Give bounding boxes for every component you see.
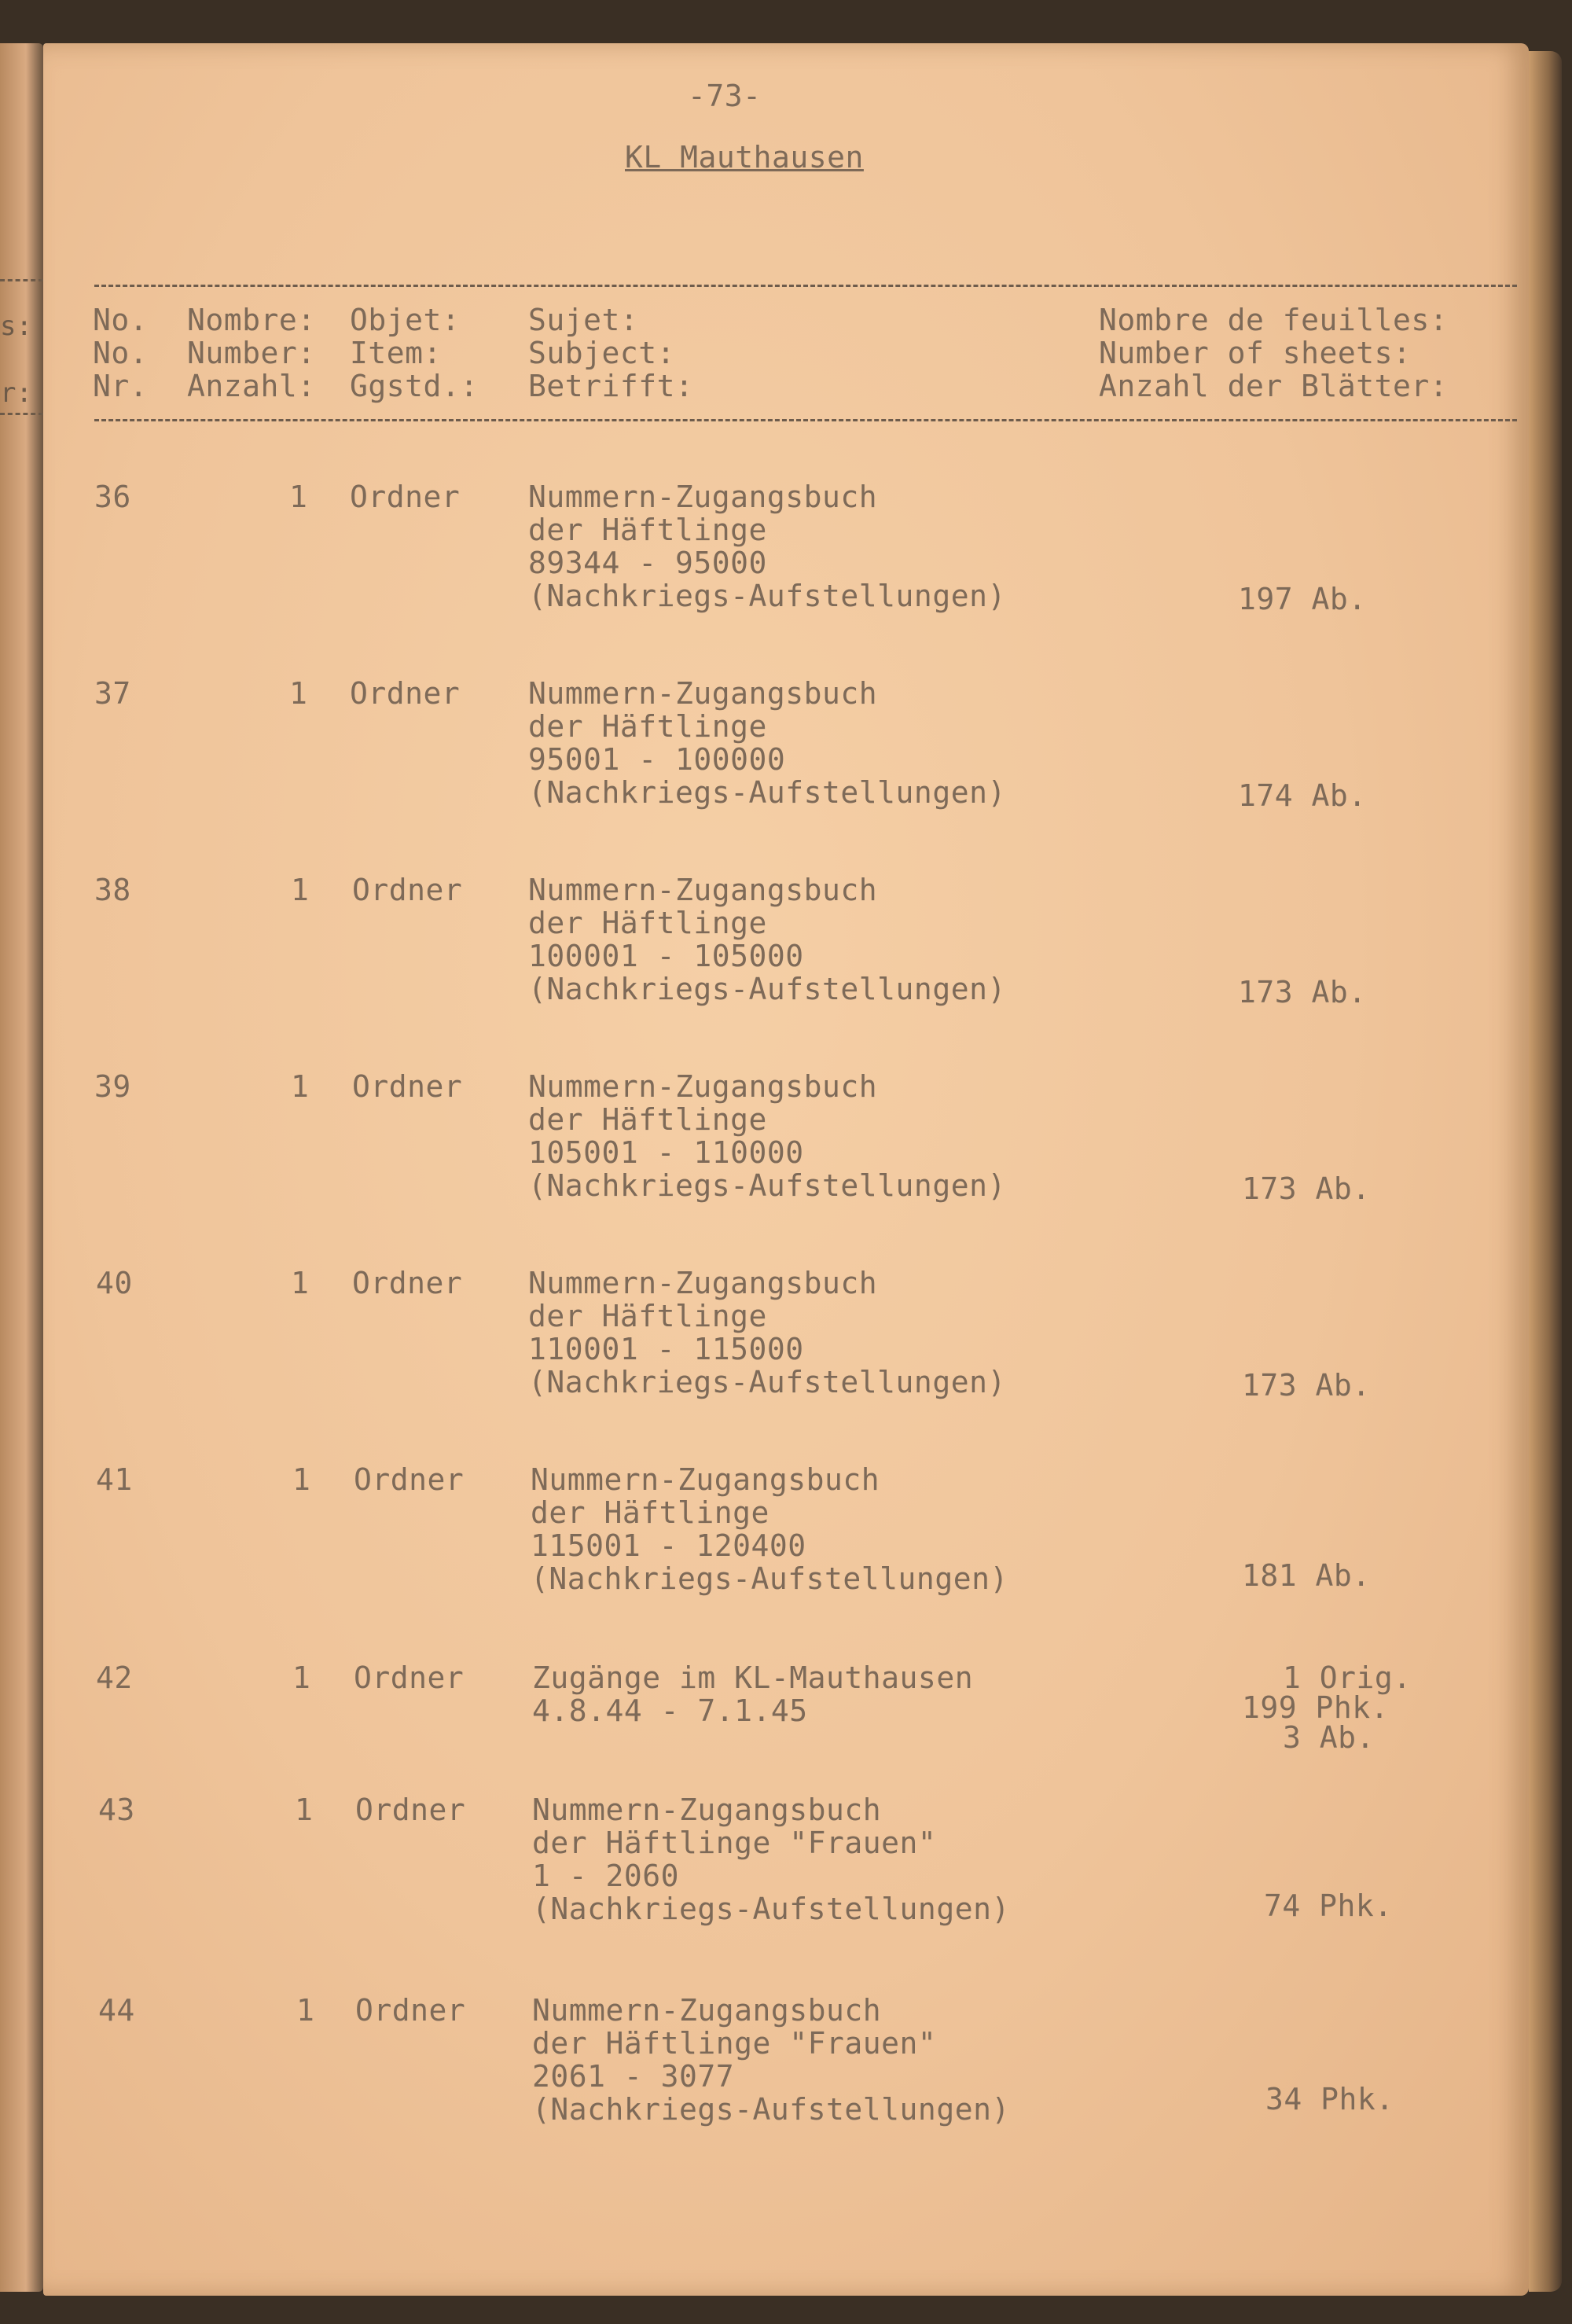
entry-sheets: 174 Ab. — [1238, 778, 1367, 813]
header-subject: Betrifft: — [528, 369, 694, 403]
header-number: Nombre: — [187, 303, 316, 337]
entry-subject-line: (Nachkriegs-Aufstellungen) — [528, 1168, 1006, 1203]
entry-sheets: 74 Phk. — [1264, 1888, 1393, 1923]
document-title: KL Mauthausen — [625, 140, 864, 175]
entry-subject-line: (Nachkriegs-Aufstellungen) — [532, 1892, 1010, 1926]
entry-count: 1 — [289, 676, 308, 711]
entry-item: Ordner — [352, 1069, 463, 1104]
entry-sheets: 1 Orig. — [1283, 1660, 1412, 1695]
header-top-rule — [94, 285, 1517, 287]
entry-subject-line: der Häftlinge — [531, 1495, 769, 1530]
entry-count: 1 — [292, 1462, 311, 1497]
entry-subject-line: Nummern-Zugangsbuch — [528, 480, 878, 514]
page-number: -73- — [688, 79, 762, 113]
header-bottom-rule — [94, 419, 1517, 421]
header-number: Anzahl: — [187, 369, 316, 403]
header-no: Nr. — [93, 369, 149, 403]
entry-subject-line: (Nachkriegs-Aufstellungen) — [528, 1365, 1006, 1399]
entry-sheets: 173 Ab. — [1242, 1171, 1371, 1206]
entry-subject-line: Nummern-Zugangsbuch — [528, 676, 878, 711]
entry-subject-line: der Häftlinge "Frauen" — [532, 2026, 937, 2061]
header-item: Ggstd.: — [350, 369, 479, 403]
entry-item: Ordner — [350, 676, 461, 711]
entry-subject-line: (Nachkriegs-Aufstellungen) — [532, 2092, 1010, 2127]
left-page-rule — [0, 279, 43, 281]
entry-subject-line: 115001 - 120400 — [531, 1528, 806, 1563]
entry-number: 43 — [98, 1793, 135, 1827]
entry-sheets: 173 Ab. — [1242, 1368, 1371, 1403]
entry-subject-line: Nummern-Zugangsbuch — [528, 873, 878, 907]
entry-number: 38 — [94, 873, 131, 907]
entry-number: 36 — [94, 480, 131, 514]
header-subject: Subject: — [528, 336, 676, 370]
header-sheets: Nombre de feuilles: — [1099, 303, 1449, 337]
entry-count: 1 — [292, 1660, 311, 1695]
entry-item: Ordner — [355, 1793, 466, 1827]
header-no: No. — [93, 303, 149, 337]
entry-count: 1 — [291, 1069, 310, 1104]
entry-number: 42 — [96, 1660, 133, 1695]
entry-sheets: 34 Phk. — [1265, 2082, 1394, 2116]
entry-subject-line: Nummern-Zugangsbuch — [528, 1069, 878, 1104]
entry-subject-line: 1 - 2060 — [532, 1859, 680, 1893]
page-stack-edge — [1529, 51, 1562, 2292]
entry-subject-line: der Häftlinge — [528, 1102, 767, 1137]
left-page-edge — [0, 43, 43, 2292]
entry-subject-line: Zugänge im KL-Mauthausen — [532, 1660, 974, 1695]
header-number: Number: — [187, 336, 316, 370]
entry-subject-line: 105001 - 110000 — [528, 1135, 804, 1170]
entry-sheets: 199 Phk. — [1242, 1690, 1390, 1725]
header-item: Objet: — [350, 303, 461, 337]
header-item: Item: — [350, 336, 442, 370]
left-page-rule — [0, 413, 43, 415]
entry-subject-line: (Nachkriegs-Aufstellungen) — [531, 1561, 1008, 1596]
entry-subject-line: Nummern-Zugangsbuch — [532, 1793, 882, 1827]
left-page-fragment: s: — [0, 311, 32, 342]
entry-subject-line: der Häftlinge — [528, 513, 767, 547]
entry-item: Ordner — [354, 1660, 465, 1695]
entry-subject-line: (Nachkriegs-Aufstellungen) — [528, 972, 1006, 1006]
entry-count: 1 — [291, 1266, 310, 1300]
header-sheets: Anzahl der Blätter: — [1099, 369, 1449, 403]
entry-count: 1 — [296, 1993, 315, 2028]
entry-subject-line: der Häftlinge — [528, 709, 767, 744]
entry-subject-line: der Häftlinge — [528, 1299, 767, 1333]
entry-subject-line: der Häftlinge "Frauen" — [532, 1826, 937, 1860]
entry-subject-line: 95001 - 100000 — [528, 742, 786, 777]
header-subject: Sujet: — [528, 303, 639, 337]
entry-count: 1 — [291, 873, 310, 907]
entry-sheets: 173 Ab. — [1238, 975, 1367, 1009]
entry-subject-line: Nummern-Zugangsbuch — [528, 1266, 878, 1300]
entry-number: 37 — [94, 676, 131, 711]
header-no: No. — [93, 336, 149, 370]
entry-subject-line: 2061 - 3077 — [532, 2059, 735, 2094]
header-sheets: Number of sheets: — [1099, 336, 1412, 370]
entry-item: Ordner — [352, 873, 463, 907]
entry-sheets: 197 Ab. — [1238, 582, 1367, 616]
entry-subject-line: (Nachkriegs-Aufstellungen) — [528, 775, 1006, 810]
entry-number: 39 — [94, 1069, 131, 1104]
entry-sheets: 181 Ab. — [1242, 1558, 1371, 1593]
entry-subject-line: der Häftlinge — [528, 906, 767, 940]
entry-subject-line: 89344 - 95000 — [528, 546, 767, 580]
entry-subject-line: (Nachkriegs-Aufstellungen) — [528, 579, 1006, 613]
entry-item: Ordner — [354, 1462, 465, 1497]
entry-item: Ordner — [352, 1266, 463, 1300]
entry-sheets: 3 Ab. — [1283, 1720, 1375, 1755]
entry-number: 40 — [96, 1266, 133, 1300]
entry-subject-line: 110001 - 115000 — [528, 1332, 804, 1366]
left-page-fragment: r: — [0, 377, 32, 409]
entry-subject-line: Nummern-Zugangsbuch — [532, 1993, 882, 2028]
entry-count: 1 — [295, 1793, 314, 1827]
entry-subject-line: Nummern-Zugangsbuch — [531, 1462, 880, 1497]
entry-number: 41 — [96, 1462, 133, 1497]
entry-number: 44 — [98, 1993, 135, 2028]
entry-item: Ordner — [350, 480, 461, 514]
entry-count: 1 — [289, 480, 308, 514]
entry-item: Ordner — [355, 1993, 466, 2028]
entry-subject-line: 4.8.44 - 7.1.45 — [532, 1693, 808, 1728]
entry-subject-line: 100001 - 105000 — [528, 939, 804, 973]
